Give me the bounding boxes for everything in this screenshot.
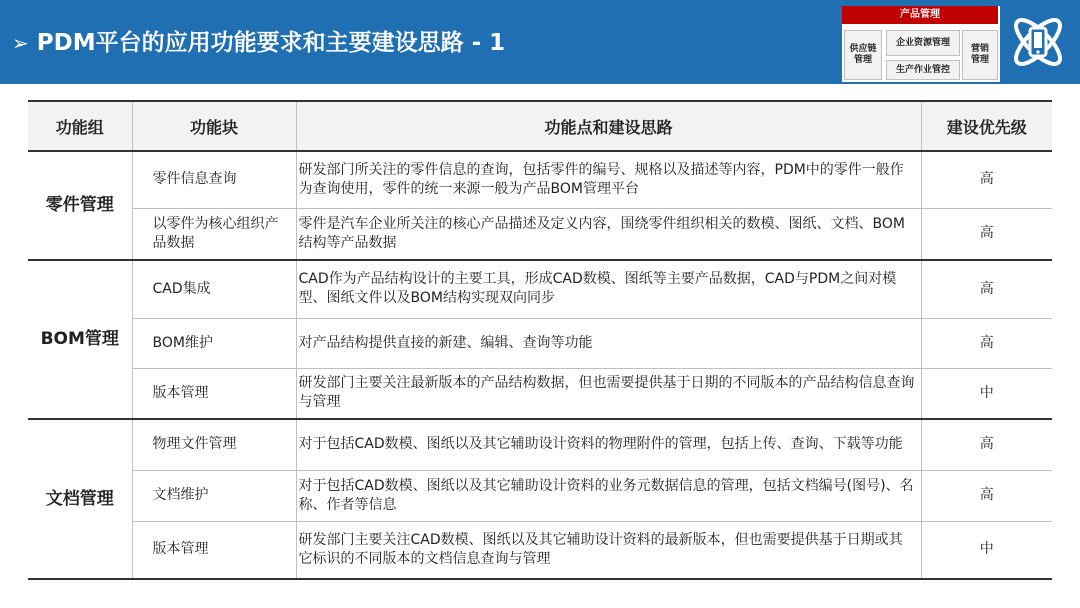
enterprise-systems-diagram xyxy=(842,6,1000,82)
header-priority: 建设优先级 xyxy=(921,101,1052,151)
group-cell: BOM管理 xyxy=(28,260,132,419)
group-cell: 零件管理 xyxy=(28,151,132,260)
header-function-points: 功能点和建设思路 xyxy=(296,101,921,151)
title-bar xyxy=(0,0,1080,84)
desc-cell: 对于包括CAD数模、图纸以及其它辅助设计资料的业务元数据信息的管理，包括文档编号(图号)、名称、作者等信息 xyxy=(296,470,921,521)
header-function-block: 功能块 xyxy=(132,101,296,151)
header-function-group: 功能组 xyxy=(28,101,132,151)
atom-phone-icon xyxy=(1006,10,1070,74)
desc-cell: 对于包括CAD数模、图纸以及其它辅助设计资料的物理附件的管理，包括上传、查询、下载等功能 xyxy=(296,419,921,470)
table-header-row xyxy=(28,101,1052,151)
table-row xyxy=(28,208,1052,260)
page-title xyxy=(12,26,505,60)
priority-cell: 中 xyxy=(921,521,1052,579)
priority-cell: 高 xyxy=(921,470,1052,521)
diagram-mes: 生产作业管控 xyxy=(886,60,960,80)
table-row xyxy=(28,260,1052,318)
table-row xyxy=(28,470,1052,521)
page-title-text: PDM平台的应用功能要求和主要建设思路 - 1 xyxy=(36,30,506,56)
block-cell: 物理文件管理 xyxy=(132,419,296,470)
group-cell: 文档管理 xyxy=(28,419,132,579)
diagram-erp: 企业资源管理 xyxy=(886,30,960,56)
table-row xyxy=(28,368,1052,419)
table-row xyxy=(28,318,1052,368)
arrow-bullet-icon: ➢ xyxy=(12,31,29,55)
block-cell: 文档维护 xyxy=(132,470,296,521)
priority-cell: 高 xyxy=(921,151,1052,208)
function-requirements-table xyxy=(28,100,1052,580)
block-cell: 零件信息查询 xyxy=(132,151,296,208)
table-row xyxy=(28,151,1052,208)
desc-cell: 研发部门主要关注最新版本的产品结构数据，但也需要提供基于日期的不同版本的产品结构信息查询与管理 xyxy=(296,368,921,419)
priority-cell: 高 xyxy=(921,260,1052,318)
block-cell: 以零件为核心组织产品数据 xyxy=(132,208,296,260)
diagram-supply-chain: 供应链 管理 xyxy=(844,30,882,80)
desc-cell: 研发部门所关注的零件信息的查询，包括零件的编号、规格以及描述等内容，PDM中的零件一般作为查询使用，零件的统一来源一般为产品BOM管理平台 xyxy=(296,151,921,208)
table-row xyxy=(28,521,1052,579)
priority-cell: 中 xyxy=(921,368,1052,419)
desc-cell: 对产品结构提供直接的新建、编辑、查询等功能 xyxy=(296,318,921,368)
block-cell: 版本管理 xyxy=(132,521,296,579)
desc-cell: CAD作为产品结构设计的主要工具，形成CAD数模、图纸等主要产品数据，CAD与PDM之间对模型、图纸文件以及BOM结构实现双向同步 xyxy=(296,260,921,318)
priority-cell: 高 xyxy=(921,318,1052,368)
block-cell: CAD集成 xyxy=(132,260,296,318)
priority-cell: 高 xyxy=(921,419,1052,470)
block-cell: 版本管理 xyxy=(132,368,296,419)
diagram-marketing: 营销 管理 xyxy=(962,30,998,80)
desc-cell: 零件是汽车企业所关注的核心产品描述及定义内容，围绕零件组织相关的数模、图纸、文档、BOM结构等产品数据 xyxy=(296,208,921,260)
diagram-product-management: 产品管理 xyxy=(842,6,998,24)
table-row xyxy=(28,419,1052,470)
priority-cell: 高 xyxy=(921,208,1052,260)
block-cell: BOM维护 xyxy=(132,318,296,368)
desc-cell: 研发部门主要关注CAD数模、图纸以及其它辅助设计资料的最新版本，但也需要提供基于日期或其它标识的不同版本的文档信息查询与管理 xyxy=(296,521,921,579)
